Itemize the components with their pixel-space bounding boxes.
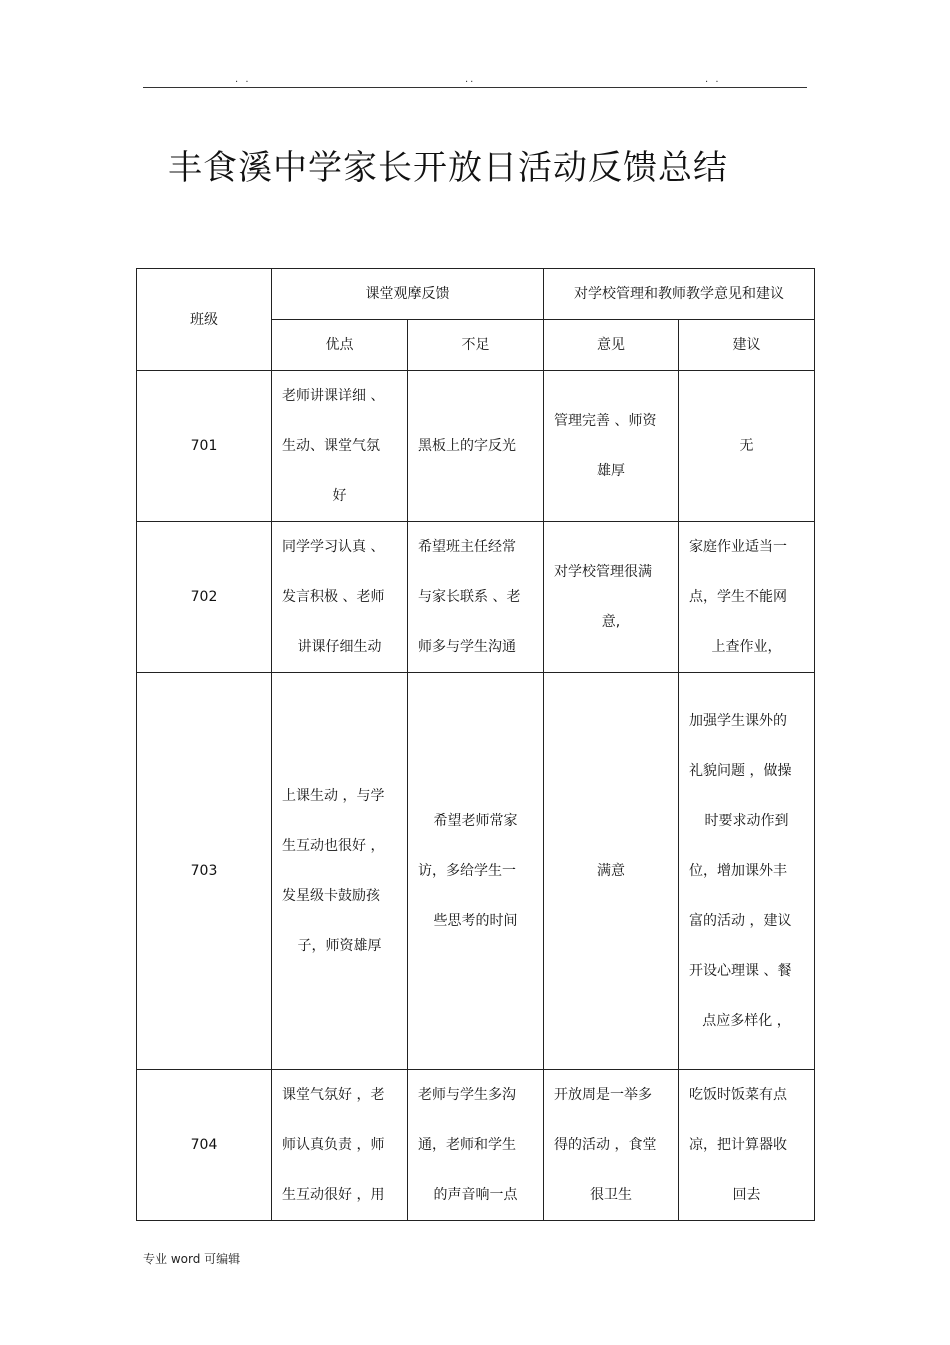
header-opinions: 意见 [544, 320, 679, 371]
header-class: 班级 [137, 269, 272, 371]
class-cell: 702 [137, 522, 272, 673]
header-dots-left: . . [235, 74, 251, 85]
table-row [137, 673, 815, 1070]
header-rule [143, 87, 807, 88]
opinions-cell: 开放周是一举多 得的活动 ，食堂 很卫生 [544, 1070, 679, 1221]
strengths-cell: 上课生动 ，与学 生互动也很好 ， 发星级卡鼓励孩 子，师资雄厚 [272, 673, 408, 1070]
table-row [137, 371, 815, 522]
header-strengths: 优点 [272, 320, 408, 371]
table-row [137, 522, 815, 673]
weaknesses-cell: 希望老师常家 访，多给学生一 些思考的时间 [408, 673, 544, 1070]
header-classroom-feedback: 课堂观摩反馈 [272, 269, 544, 320]
strengths-cell: 课堂气氛好 ，老 师认真负责 ，师 生互动很好 ，用 [272, 1070, 408, 1221]
suggestions-cell: 吃饭时饭菜有点 凉，把计算器收 回去 [679, 1070, 815, 1221]
table-header-row [137, 269, 815, 320]
opinions-cell: 管理完善 、师资 雄厚 [544, 371, 679, 522]
table-row [137, 1070, 815, 1221]
weaknesses-cell: 黑板上的字反光 [408, 371, 544, 522]
suggestions-cell: 无 [679, 371, 815, 522]
page-footer: 专业 word 可编辑 [143, 1252, 241, 1266]
suggestions-cell: 家庭作业适当一 点，学生不能网 上查作业， [679, 522, 815, 673]
header-weaknesses: 不足 [408, 320, 544, 371]
header-management-feedback: 对学校管理和教师教学意见和建议 [544, 269, 815, 320]
suggestions-cell: 加强学生课外的 礼貌问题 ，做操 时要求动作到 位，增加课外丰 富的活动 ，建议 开设心理课 、餐 点应多样化 ， [679, 673, 815, 1070]
page-title: 丰食溪中学家长开放日活动反馈总结 [168, 148, 728, 188]
class-cell: 701 [137, 371, 272, 522]
feedback-table [136, 268, 815, 1221]
opinions-cell: 对学校管理很满 意, [544, 522, 679, 673]
header-dots-right: . . [705, 74, 721, 85]
class-cell: 704 [137, 1070, 272, 1221]
strengths-cell: 同学学习认真 、 发言积极 、老师 讲课仔细生动 [272, 522, 408, 673]
strengths-cell: 老师讲课详细 、 生动、课堂气氛 好 [272, 371, 408, 522]
header-suggestions: 建议 [679, 320, 815, 371]
weaknesses-cell: 老师与学生多沟 通，老师和学生 的声音响一点 [408, 1070, 544, 1221]
header-dots-center: .. [465, 74, 476, 85]
class-cell: 703 [137, 673, 272, 1070]
weaknesses-cell: 希望班主任经常 与家长联系 、老 师多与学生沟通 [408, 522, 544, 673]
opinions-cell: 满意 [544, 673, 679, 1070]
